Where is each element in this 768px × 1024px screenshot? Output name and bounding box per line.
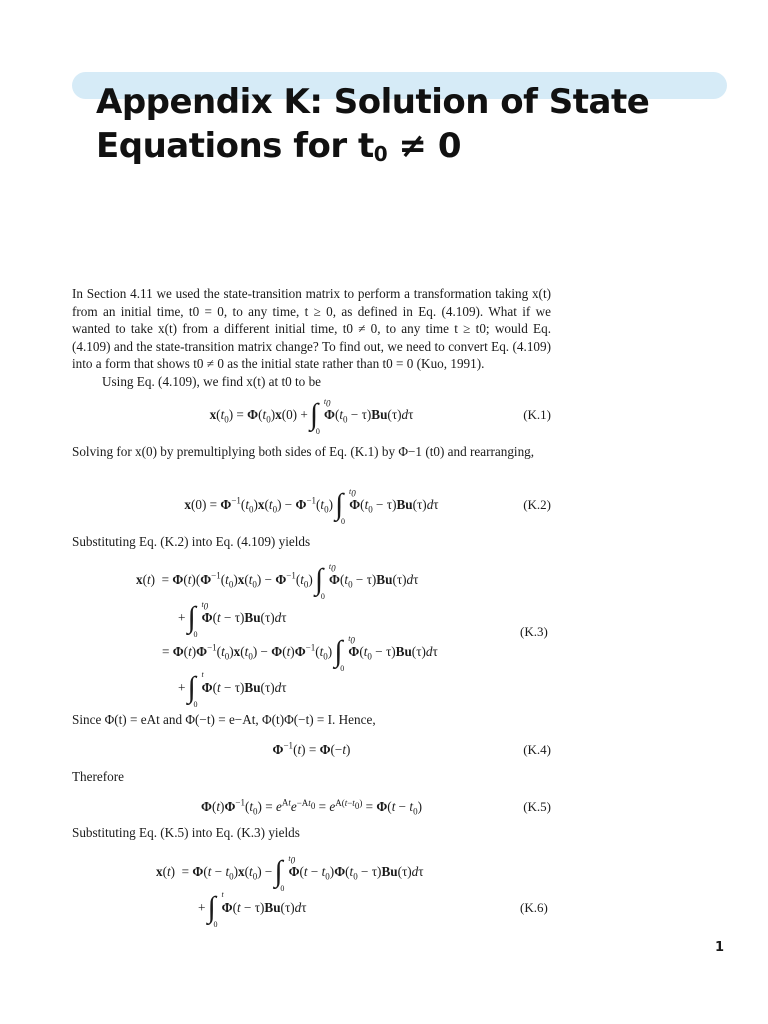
since-text: Since Φ(t) = eAt and Φ(−t) = e−At, Φ(t)Φ(−t) = I. Hence, — [72, 712, 376, 727]
page-number: 1 — [714, 940, 724, 955]
title-line-2: Equations for t — [96, 126, 374, 166]
substitution-text-1: Substituting Eq. (K.2) into Eq. (4.109) yields — [72, 534, 311, 549]
equation-number-k3: (K.3) — [520, 624, 548, 639]
intro-paragraph — [72, 285, 551, 391]
equation-number-k4: (K.4) — [523, 742, 551, 757]
title-subscript: 0 — [373, 142, 388, 166]
equation-number-k6: (K.6) — [520, 900, 548, 915]
page-title — [96, 80, 649, 168]
equation-k1: $x(t_0) = \Phi(t_0)x(0)$ + ∫ $t_0$ 0 $\Phi(t_0 - \tau)Bu(\tau)d\tau$ (K.1) — [209, 397, 551, 436]
title-line-1: Appendix K: Solution of State — [96, 82, 650, 122]
intro-text: In Section 4.11 we used the state-transition matrix to perform a transformation taking x(t) from an initial time, t0 = 0, to any time, t ≥ 0, as defined in Eq. (4.109). What if we wanted to take x(t) from a different initial time, t0 ≠ 0, to any time t ≥ t0; would Eq. (4.109) and the state-transition matrix change? To find out, we need to convert Eq. (4.109) into a form that shows t0 ≠ 0 as the initial state rather than t0 = 0 (Kuo, 1991). — [72, 286, 551, 372]
substitution-text-2: Substituting Eq. (K.5) into Eq. (K.3) yields — [72, 825, 300, 840]
equation-number-k5: (K.5) — [523, 799, 551, 814]
equation-k2: $x(0) = \Phi^{-1}(t_0)x(t_0) - \Phi^{-1}(t_0)$ ∫ $t_0$ 0 $\Phi(t_0 - \tau)Bu(\tau)d\tau$ (K.2) — [184, 487, 551, 526]
equation-k5: $\Phi(t)\Phi^{-1}(t_0) = e^{At}e^{-At_0} = e^{A(t-t_0)} = \Phi(t - t_0)$ (K.5) — [201, 797, 551, 817]
equation-number-k2: (K.2) — [523, 497, 551, 512]
solving-text: Solving for x(0) by premultiplying both sides of Eq. (K.1) by Φ−1 (t0) and rearranging, — [72, 444, 535, 459]
equation-k4: $\Phi^{-1}(t) = \Phi(-t)$ (K.4) — [272, 740, 551, 757]
equation-number-k1: (K.1) — [523, 407, 551, 422]
title-line-2-suffix: ≠ 0 — [387, 126, 462, 166]
therefore-text: Therefore — [72, 769, 124, 784]
using-text: Using Eq. (4.109), we find x(t) at t0 to be — [102, 373, 322, 389]
